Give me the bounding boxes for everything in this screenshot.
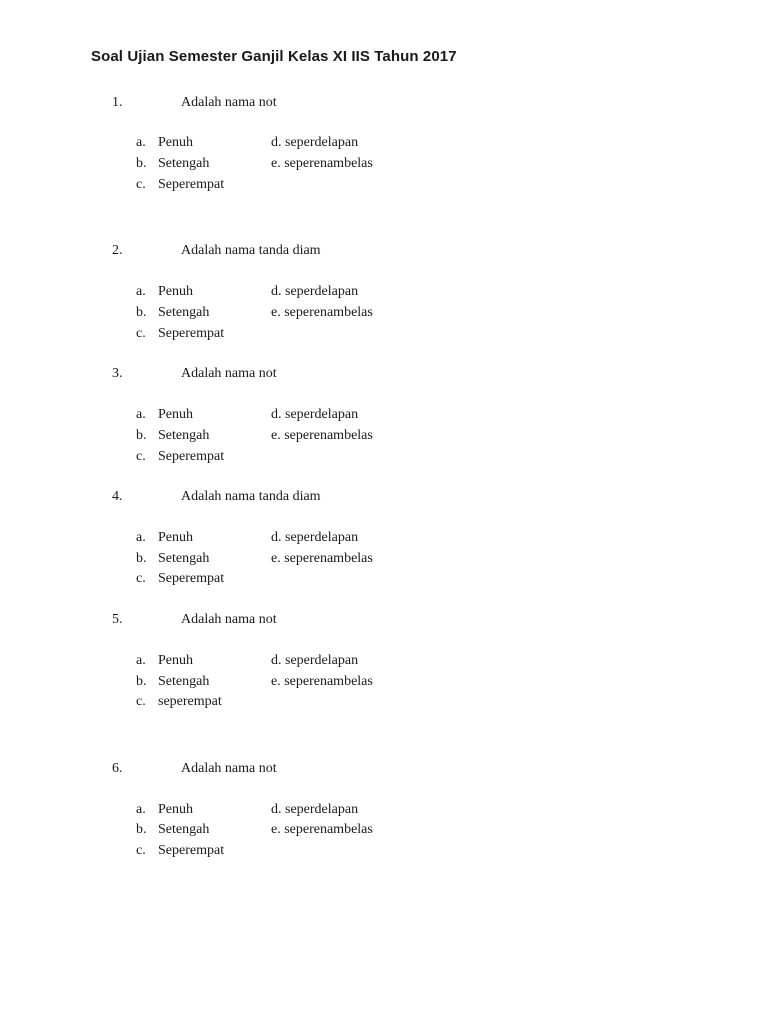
option-label-b: Setengah: [158, 551, 210, 566]
option-letter-a: a.: [136, 284, 146, 299]
option-label-a: Penuh: [158, 135, 193, 150]
option-label-c: Seperempat: [158, 326, 225, 341]
question-number: 3.: [112, 366, 123, 381]
option-label-a: Penuh: [158, 407, 193, 422]
question-number: 6.: [112, 761, 123, 776]
option-letter-a: a.: [136, 530, 146, 545]
question-text: Adalah nama not: [181, 612, 277, 627]
option-letter-a: a.: [136, 802, 146, 817]
option-letter-c: c.: [136, 177, 146, 192]
question-number: 4.: [112, 489, 123, 504]
option-letter-b: b.: [136, 551, 147, 566]
question-4: [0, 489, 768, 599]
option-d: d. seperdelapan: [271, 530, 359, 545]
option-e: e. seperenambelas: [271, 428, 373, 443]
option-letter-a: a.: [136, 407, 146, 422]
option-letter-a: a.: [136, 135, 146, 150]
question-number: 2.: [112, 243, 123, 258]
question-3: [0, 366, 768, 476]
option-letter-c: c.: [136, 694, 146, 709]
question-5: [0, 612, 768, 722]
option-letter-b: b.: [136, 156, 147, 171]
option-d: d. seperdelapan: [271, 802, 359, 817]
option-letter-c: c.: [136, 326, 146, 341]
document-title: Soal Ujian Semester Ganjil Kelas XI IIS Tahun 2017: [91, 48, 457, 65]
option-label-c: seperempat: [158, 694, 222, 709]
option-label-a: Penuh: [158, 284, 193, 299]
option-label-b: Setengah: [158, 674, 210, 689]
option-label-c: Seperempat: [158, 571, 225, 586]
option-d: d. seperdelapan: [271, 284, 359, 299]
option-d: d. seperdelapan: [271, 653, 359, 668]
option-letter-c: c.: [136, 449, 146, 464]
option-letter-c: c.: [136, 843, 146, 858]
question-number: 1.: [112, 95, 123, 110]
question-text: Adalah nama not: [181, 366, 277, 381]
option-label-b: Setengah: [158, 305, 210, 320]
option-e: e. seperenambelas: [271, 305, 373, 320]
option-label-a: Penuh: [158, 530, 193, 545]
option-label-c: Seperempat: [158, 177, 225, 192]
option-letter-b: b.: [136, 822, 147, 837]
option-e: e. seperenambelas: [271, 551, 373, 566]
option-label-b: Setengah: [158, 156, 210, 171]
option-label-c: Seperempat: [158, 449, 225, 464]
question-text: Adalah nama tanda diam: [181, 489, 321, 504]
option-d: d. seperdelapan: [271, 407, 359, 422]
question-number: 5.: [112, 612, 123, 627]
question-2: [0, 243, 768, 353]
option-letter-b: b.: [136, 428, 147, 443]
option-label-b: Setengah: [158, 822, 210, 837]
option-d: d. seperdelapan: [271, 135, 359, 150]
option-e: e. seperenambelas: [271, 674, 373, 689]
question-text: Adalah nama not: [181, 761, 277, 776]
option-label-a: Penuh: [158, 802, 193, 817]
option-letter-b: b.: [136, 674, 147, 689]
option-e: e. seperenambelas: [271, 822, 373, 837]
option-label-b: Setengah: [158, 428, 210, 443]
question-text: Adalah nama not: [181, 95, 277, 110]
option-label-a: Penuh: [158, 653, 193, 668]
question-6: [0, 761, 768, 871]
question-text: Adalah nama tanda diam: [181, 243, 321, 258]
option-e: e. seperenambelas: [271, 156, 373, 171]
option-label-c: Seperempat: [158, 843, 225, 858]
question-1: [0, 95, 768, 205]
option-letter-c: c.: [136, 571, 146, 586]
option-letter-b: b.: [136, 305, 147, 320]
option-letter-a: a.: [136, 653, 146, 668]
